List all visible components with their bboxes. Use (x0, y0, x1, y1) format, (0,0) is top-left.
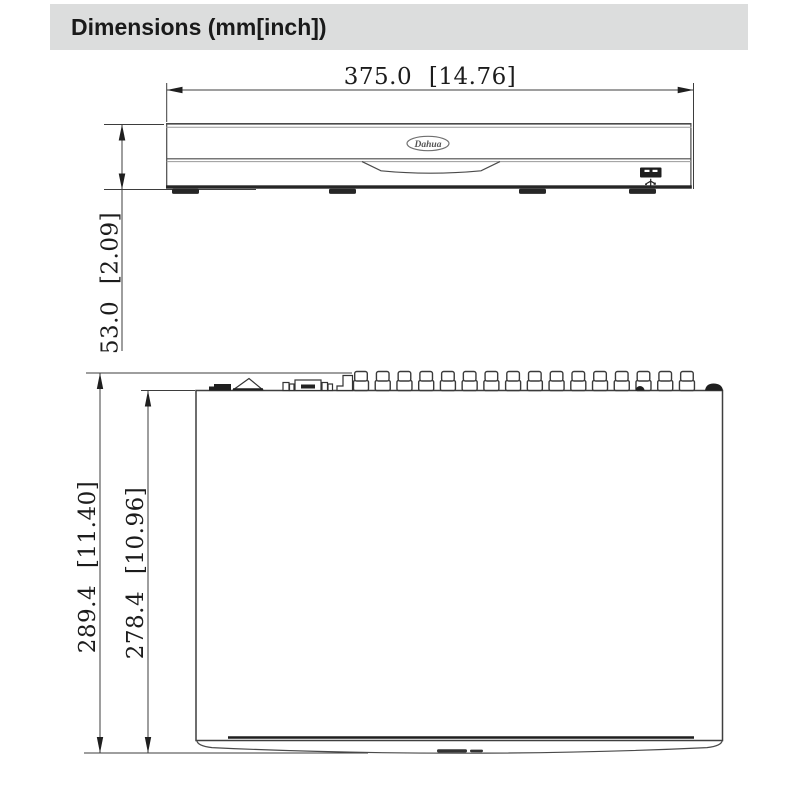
foot (329, 189, 356, 194)
bnc-connector (462, 372, 477, 391)
front-panel-outline (166, 123, 692, 189)
arrowhead-left (167, 87, 183, 94)
arrowhead-up (97, 373, 103, 389)
width-dimension (167, 64, 694, 189)
power-connector (337, 376, 353, 391)
bottom-logo-mark (437, 749, 483, 752)
rear-block (209, 387, 214, 391)
usb-icon (640, 168, 662, 188)
small-port (290, 384, 295, 391)
width-dimension-label: 375.0 [14.76] (343, 64, 517, 90)
bnc-connector (593, 372, 608, 391)
bnc-connector (440, 372, 455, 391)
bnc-connector (375, 372, 390, 391)
overall-depth-dimension (75, 373, 368, 753)
dahua-logo (407, 136, 449, 150)
foot (519, 189, 546, 194)
logo-text: Dahua (414, 140, 442, 150)
usb-port (640, 168, 662, 178)
bnc-connector (484, 372, 499, 391)
arrowhead-down (145, 737, 151, 753)
bottom-edge (166, 185, 692, 188)
bnc-connector (549, 372, 564, 391)
usb-trident-square (654, 183, 656, 185)
logo-mark (470, 750, 483, 753)
usb-pin (653, 170, 658, 172)
corner-bump (705, 384, 723, 391)
rear-block (214, 384, 231, 391)
arrowhead-down (119, 174, 126, 190)
small-port (283, 383, 289, 391)
bnc-connector (419, 372, 434, 391)
page-title: Dimensions (mm[inch]) (71, 13, 327, 40)
arrowhead-up (119, 125, 126, 141)
inner-depth-dimension (123, 391, 195, 754)
handle-notch (362, 162, 500, 174)
arrowhead-up (145, 391, 151, 407)
bnc-connector (679, 372, 694, 391)
wedge-component (233, 379, 263, 391)
rear-connectors (209, 376, 353, 391)
arrowhead-right (678, 87, 694, 94)
height-dimension-label: 53.0 [2.09] (97, 211, 124, 355)
bnc-connector (354, 372, 369, 391)
bnc-connector (658, 372, 673, 391)
inner-depth-label: 278.4 [10.96] (123, 486, 149, 660)
bnc-connector (397, 372, 412, 391)
bnc-connector (527, 372, 542, 391)
bnc-connector (614, 372, 629, 391)
bnc-connector (571, 372, 586, 391)
video-port-inner (301, 385, 315, 389)
top-view (75, 372, 723, 754)
chassis-body (196, 391, 723, 741)
usb-pin (645, 170, 650, 172)
foot (172, 189, 199, 194)
usb-trident-dot (645, 183, 647, 185)
front-view (98, 64, 694, 354)
foot (629, 189, 656, 194)
logo-mark (437, 749, 467, 752)
bnc-connector (506, 372, 521, 391)
small-port (322, 383, 328, 391)
small-port (328, 384, 333, 391)
chassis-outline (196, 391, 723, 754)
overall-depth-label: 289.4 [11.40] (75, 480, 101, 654)
arrowhead-down (97, 737, 103, 753)
